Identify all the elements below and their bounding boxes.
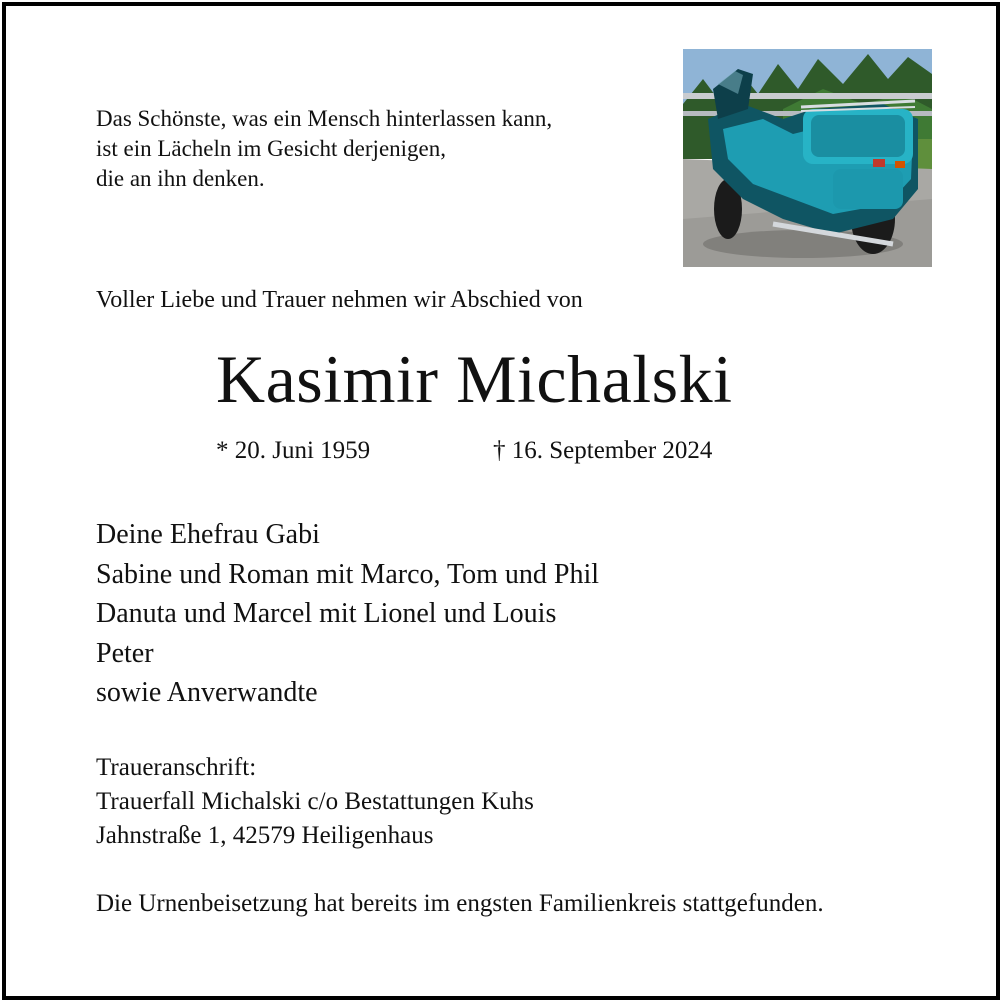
mourners-list: [96, 515, 599, 713]
mourner-line: sowie Anverwandte: [96, 677, 318, 708]
mourner-line: Deine Ehefrau Gabi: [96, 519, 320, 550]
death-date: † 16. September 2024: [493, 437, 713, 464]
address-line: Trauerfall Michalski c/o Bestattungen Kuhs: [96, 788, 534, 815]
burial-notice: Die Urnenbeisetzung hat bereits im engsten Familienkreis stattgefunden.: [96, 890, 824, 917]
mourner-line: Danuta und Marcel mit Lionel und Louis: [96, 598, 557, 629]
mourner-line: Peter: [96, 637, 154, 669]
birth-date: * 20. Juni 1959: [216, 437, 371, 464]
quote-line: Das Schönste, was ein Mensch hinterlassen kann,: [96, 106, 553, 131]
motorcycle-image: [683, 49, 932, 267]
mourner-line: Sabine und Roman mit Marco, Tom und Phil: [96, 558, 600, 590]
deceased-name: Kasimir Michalski: [216, 341, 733, 417]
mourning-address: [96, 751, 534, 853]
quote-line: ist ein Lächeln im Gesicht derjenigen,: [96, 136, 446, 161]
memorial-quote: [96, 104, 552, 194]
address-heading: Traueranschrift:: [96, 754, 257, 781]
quote-line: die an ihn denken.: [96, 166, 265, 191]
address-line: Jahnstraße 1, 42579 Heiligenhaus: [96, 822, 434, 849]
motorcycle-photo: [683, 49, 932, 267]
farewell-intro: Voller Liebe und Trauer nehmen wir Abschied von: [96, 287, 583, 313]
